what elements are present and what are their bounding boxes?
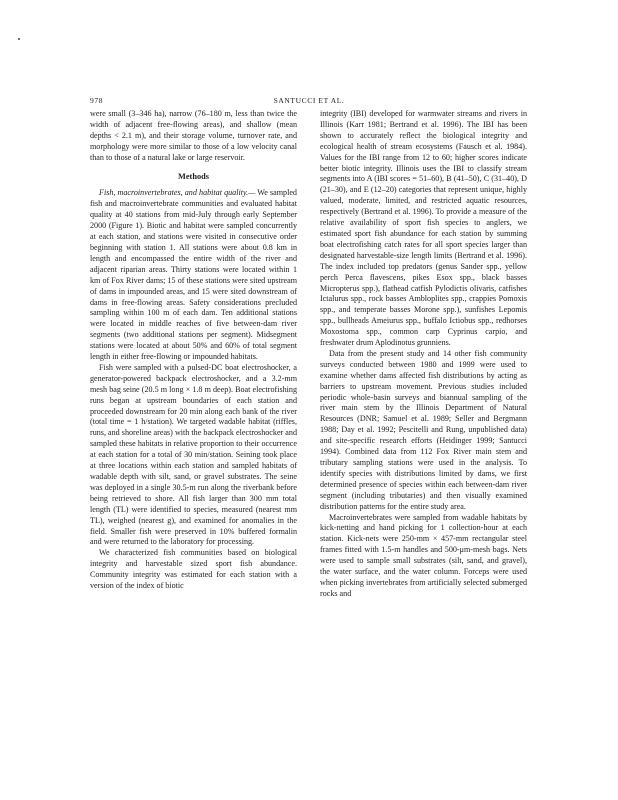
characterized-paragraph: We characterized fish communities based on biological integrity and harvestable sized sport fish abundance. Community integrity was estimated for each station with a version of the index of biotic <box>90 548 297 591</box>
scan-speck <box>18 38 20 40</box>
right-column <box>320 109 527 600</box>
ibi-paragraph: integrity (IBI) developed for warmwater streams and rivers in Illinois (Karr 1981; Bertrand et al. 1996). The IBI has been shown to accurately reflect the biological integrity and ecological health of stream ecosystems (Fausch et al. 1984). Values for the IBI range from 12 to 60; higher scores indicate better biotic integrity. Illinois uses the IBI to classify stream segments into A (IBI scores = 51–60), B (41–50), C (31–40), D (21–30), and E (12–20) categories that represent unique, highly valued, moderate, limited, and restricted aquatic resources, respectively (Bertrand et al. 1996). To provide a measure of the relative availability of sport fish species to anglers, we estimated sport fish abundance for each station by summing boat electrofishing catch rates for all sport species larger than designated harvestable-size length limits (Bertrand et al. 1996). The index included top predators (genus Sander spp., yellow perch Perca flavescens, pikes Esox spp., black basses Micropterus spp.), flathead catfish Pylodictis olivaris, catfishes Ictalurus spp., rock basses Ambloplites spp., crappies Pomoxis spp., and temperate basses Morone spp.), sunfishes Lepomis spp., bullheads Ameiurus spp., buffalo Ictiobus spp., redhorses Moxostoma spp., common carp Cyprinus carpio, and freshwater drum Aplodinotus grunniens. <box>320 109 527 348</box>
data-paragraph: Data from the present study and 14 other fish community surveys conducted between 1980 and 1999 were used to examine whether dams affected fish distributions by acting as barriers to upstream movement. Previous studies included periodic whole-basin surveys and biannual sampling of the river main stem by the Illinois Department of Natural Resources (DNR; Samuel et al. 1989; Seller and Bergmann 1988; Day et al. 1992; Pescitelli and Rung, unpublished data) and site-specific research efforts (Heidinger 1999; Santucci 1994). Combined data from 112 Fox River main stem and tributary sampling stations were used in the analysis. To identify species with distributions limited by dams, we first determined presence of species within each between-dam river segment (including tributaries) and then visually examined distribution patterns for the entire study area. <box>320 348 527 511</box>
macroinvertebrate-paragraph: Macroinvertebrates were sampled from wadable habitats by kick-netting and hand picking for 1 collection-hour at each station. Kick-nets were 250-mm × 457-mm rectangular steel frames fitted with 1.5-m handles and 500-μm-mesh bags. Nets were used to sample small substrates (silt, sand, and gravel), the water surface, and the water column. Forceps were used when picking invertebrates from artificially selected submerged rocks and <box>320 512 527 598</box>
page-number: 978 <box>90 96 104 105</box>
intro-paragraph: were small (3–346 ha), narrow (76–180 m, less than twice the width of adjacent free-flowing areas), and shallow (mean depths < 2.1 m), and their storage volume, turnover rate, and morphology were more similar to those of a low velocity canal than to those of a natural lake or large reservoir. <box>90 109 297 162</box>
methods-paragraph <box>90 188 297 363</box>
methods-heading: Methods <box>178 171 209 181</box>
running-head: SANTUCCI ET AL. <box>273 96 345 105</box>
methods-paragraph-text: We sampled fish and macroinvertebrate communities and evaluated habitat quality at 40 stations from mid-July through early September 2000 (Figure 1). Biotic and habitat were sampled concurrently at each station, and stations were visited in consecutive order beginning with station 1. All stations were about 0.8 km in length and encompassed the entire width of the river and adjacent riparian areas. Thirty stations were located within 1 km of Fox River dams; 15 of these stations were sited upstream of dams in impounded areas, and 15 were sited downstream of dams in free-flowing areas. Safety considerations precluded sampling within 100 m of each dam. Ten additional stations were located in middle reaches of five between-dam river segments (two additional stations per segment). Midsegment stations were located at about 50% and 60% of total segment length in either free-flowing or impounded habitats. <box>90 188 297 362</box>
left-column <box>90 109 297 592</box>
methods-runin-heading: Fish, macroinvertebrates, and habitat quality.— <box>99 188 256 198</box>
sampling-paragraph: Fish were sampled with a pulsed-DC boat electroshocker, a generator-powered backpack electroshocker, and a 3.2-mm mesh bag seine (20.5 m long × 1.8 m deep). Boat electrofishing runs began at upstream boundaries of each station and proceeded downstream for 20 min along each bank of the river (total time = 1 h/station). We targeted wadable habitat (riffles, runs, and shoreline areas) with the backpack electroshocker and sampled these habitats in relative proportion to their occurrence at each station for a total of 30 min/station. Seining took place at three locations within each station and sampled habitats of wadable depth with silt, sand, or gravel substrates. The seine was deployed in a single 30.5-m run along the riverbank before being retrieved to shore. All fish larger than 300 mm total length (TL) were identified to species, measured (nearest mm TL), weighed (nearest g), and examined for anomalies in the field. Smaller fish were preserved in 10% buffered formalin and were returned to the laboratory for processing. <box>90 362 297 547</box>
page-header <box>90 96 528 108</box>
